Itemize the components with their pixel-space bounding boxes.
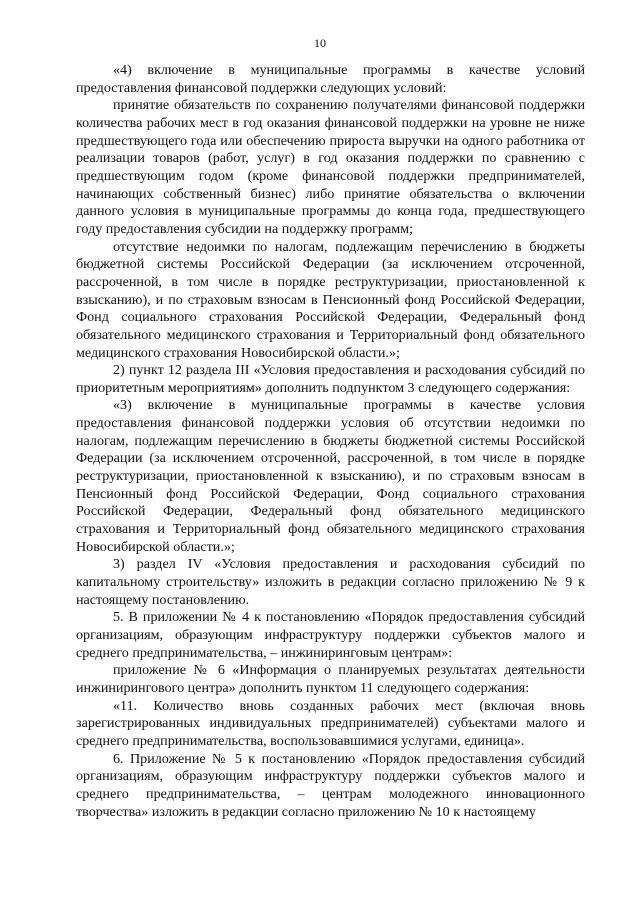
paragraph-no-arrears: отсутствие недоимки по налогам, подлежащим перечислению в бюджеты бюджетной системы Российской Федерации (за исключением отсроченной, рассроченной, в том числе в порядке реструктуризации, приостановленной к взысканию), и по страховым взносам в Пенсионный фонд Российской Федерации, Фонд социального страхования Российской Федерации, Федеральный фонд обязательного медицинского страхования и Территориальный фонд обязательного медицинского страхования Новосибирской области.»; <box>76 238 585 361</box>
document-body <box>76 62 585 821</box>
paragraph-item-5: 5. В приложении № 4 к постановлению «Порядок предоставления субсидий организациям, образующим инфраструктуру поддержки субъектов малого и среднего предпринимательства, – инжиниринговым центрам»: <box>76 609 585 661</box>
paragraph-section-4: 3) раздел IV «Условия предоставления и расходования субсидий по капитальному строительству» изложить в редакции согласно приложению № 9 к настоящему постановлению. <box>76 556 585 608</box>
paragraph-subpoint-3: «3) включение в муниципальные программы в качестве условия предоставления финансовой поддержки условия об отсутствии недоимки по налогам, подлежащим перечислению в бюджеты бюджетной системы Российской Федерации (за исключением отсроченной, рассроченной, в том числе в порядке реструктуризации, приостановленной к взысканию), и по страховым взносам в Пенсионный фонд Российской Федерации, Фонд социального страхования Российской Федерации, Федеральный фонд обязательного медицинского страхования и Территориальный фонд обязательного медицинского страхования Новосибирской области.»; <box>76 397 585 555</box>
paragraph-annex-6: приложение № 6 «Информация о планируемых результатах деятельности инжинирингового центра» дополнить пунктом 11 следующего содержания: <box>76 662 585 696</box>
paragraph-point-12-amendment: 2) пункт 12 раздела III «Условия предоставления и расходования субсидий по приоритетным мероприятиям» дополнить подпунктом 3 следующего содержания: <box>76 362 585 396</box>
paragraph-obligations: принятие обязательств по сохранению получателями финансовой поддержки количества рабочих мест в год оказания финансовой поддержки на уровне не ниже предшествующего года или обеспечению прироста выручки на одного работника от реализации товаров (работ, услуг) в год оказания поддержки по сравнению с предшествующим годом (кроме финансовой поддержки предпринимателей, начинающих собственный бизнес) либо принятие обязательства о включении данного условия в муниципальные программы до конца года, предшествующего году предоставления субсидии на поддержку программ; <box>76 97 585 237</box>
paragraph-point-11: «11. Количество вновь созданных рабочих мест (включая вновь зарегистрированных индивидуальных предпринимателей) субъектами малого и среднего предпринимательства, воспользовавшимися услугами, единица». <box>76 697 585 749</box>
paragraph-item-4-intro: «4) включение в муниципальные программы в качестве условий предоставления финансовой поддержки следующих условий: <box>76 62 585 96</box>
paragraph-item-6: 6. Приложение № 5 к постановлению «Порядок предоставления субсидий организациям, образующим инфраструктуру поддержки субъектов малого и среднего предпринимательства, – центрам молодежного инновационного творчества» изложить в редакции согласно приложению № 10 к настоящему <box>76 750 585 820</box>
page-number: 10 <box>314 36 326 50</box>
